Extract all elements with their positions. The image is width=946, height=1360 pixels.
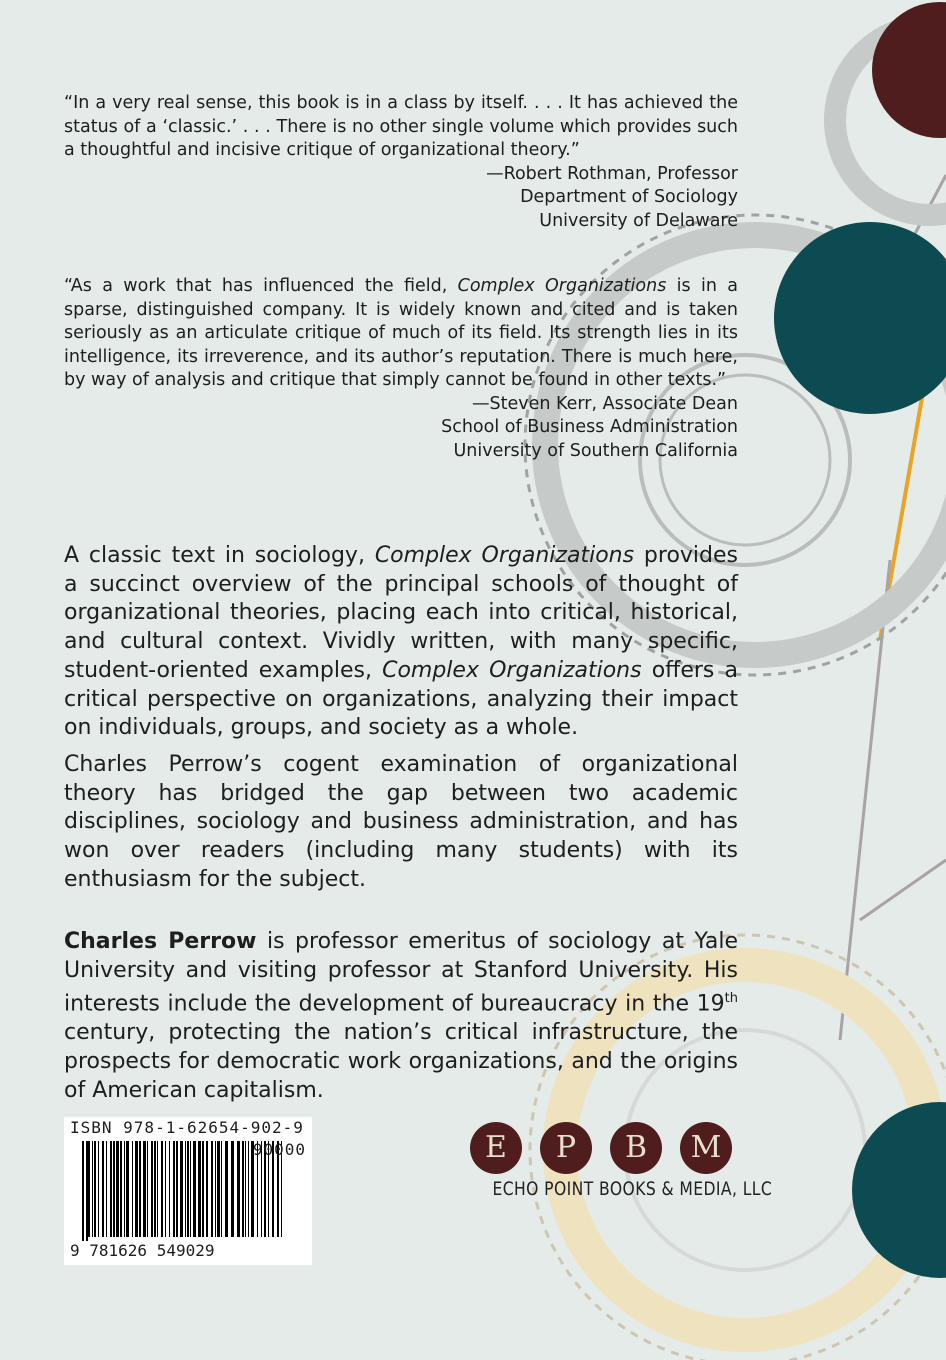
barcode-bar [139, 1141, 141, 1237]
quote-text-part: is in a sparse, distinguished company. It is widely known and cited and is taken seriously as an articulate critique of much of its field. Its strength lies in its intelligence, its irreverence, and its author’s reputation. There is much here, by way of analysis and critique that simply cannot be found in other texts.” [64, 276, 738, 390]
barcode-bar [187, 1141, 189, 1237]
barcode-bar [202, 1141, 204, 1237]
attribution-line: University of Delaware [539, 210, 738, 231]
barcode-bar [132, 1141, 133, 1237]
barcode-bar [217, 1141, 220, 1237]
review-quote-1 [64, 92, 738, 233]
price-code: 90000 [252, 1140, 306, 1159]
barcode-bar [245, 1141, 246, 1237]
barcode-bar [225, 1141, 228, 1237]
logo-letter-circle: B [610, 1122, 662, 1174]
author-bio [64, 928, 738, 1106]
logo-letter-circle: E [470, 1122, 522, 1174]
barcode-bar [154, 1141, 156, 1237]
isbn-label: ISBN 978-1-62654-902-9 [70, 1118, 304, 1137]
description-paragraph-1 [64, 542, 738, 743]
logo-letter-circle: M [680, 1122, 732, 1174]
book-title: Complex Organizations [374, 543, 635, 568]
barcode-bar [185, 1141, 186, 1237]
text-part: century, protecting the nation’s critical infrastructure, the prospects for democratic work organizations, and the origins of American capitalism. [64, 1020, 738, 1103]
book-title: Complex Organizations [457, 276, 667, 296]
barcode-bar [211, 1141, 213, 1237]
barcode-bar [193, 1141, 196, 1237]
superscript: th [724, 991, 738, 1007]
barcode-bar [198, 1141, 201, 1237]
quote-text: “In a very real sense, this book is in a class by itself. . . . It has achieved the status of a ‘classic.’ . . . There is no other single volume which provides such a thoughtful and incisive critique of organizational theory.” [64, 93, 738, 160]
barcode-bar [126, 1141, 129, 1237]
barcode-bar [169, 1141, 170, 1237]
publisher-name: ECHO POINT BOOKS & MEDIA, LLC [492, 1178, 773, 1200]
logo-letter-circle: P [540, 1122, 592, 1174]
barcode-bar [215, 1141, 216, 1237]
barcode-bar [176, 1141, 178, 1237]
barcode-bar [120, 1141, 122, 1237]
barcode-bar [88, 1141, 90, 1237]
barcode-bar [82, 1141, 84, 1245]
text-part: A classic text in sociology, [64, 543, 375, 568]
attribution-line: —Steven Kerr, Associate Dean [472, 393, 738, 414]
barcode-bar [110, 1141, 112, 1237]
barcode-bar [221, 1141, 222, 1237]
barcode-bar [180, 1141, 183, 1237]
barcode-bar [248, 1141, 249, 1237]
barcode-bar [106, 1141, 107, 1237]
barcode-bar [135, 1141, 138, 1237]
barcode-digits: 9 781626 549029 [70, 1241, 215, 1260]
barcode-bar [157, 1141, 158, 1237]
publisher-logo [470, 1122, 773, 1212]
barcode-bar [113, 1141, 115, 1237]
barcode-bar [143, 1141, 146, 1237]
author-name: Charles Perrow [64, 929, 257, 954]
quote-text-part: “As a work that has influenced the field, [64, 276, 458, 296]
barcode-bar [92, 1141, 93, 1237]
attribution-line: University of Southern California [453, 440, 738, 461]
barcode-bar [98, 1141, 99, 1237]
barcode-bar [206, 1141, 208, 1237]
book-description [64, 542, 738, 894]
quote-attribution [64, 393, 738, 464]
description-paragraph-2: Charles Perrow’s cogent examination of organizational theory has bridged the gap between two academic disciplines, sociology and business administration, and has won over readers (including many students) with its enthusiasm for the subject. [64, 751, 738, 892]
quote-text [64, 275, 738, 393]
review-quote-2 [64, 275, 738, 463]
text-part: offers a critical perspective on organizations, analyzing their impact on individuals, groups, and society as a whole. [64, 657, 738, 741]
book-title: Complex Organizations [382, 657, 642, 683]
attribution-line: Department of Sociology [520, 187, 738, 207]
text-part: provides a succinct overview of the principal schools of thought of organizational theories, placing each into critical, historical, and cultural context. Vividly written, with many specific, student-oriented examples, [64, 543, 739, 683]
barcode-bar [147, 1141, 148, 1237]
isbn-barcode [64, 1117, 312, 1265]
barcode-bar [94, 1141, 96, 1237]
text-part: is professor emeritus of sociology at Yale University and visiting professor at Stanford University. His interests include the development of bureaucracy in the 19 [64, 929, 738, 1017]
barcode-bar [116, 1141, 119, 1237]
barcode-bar [151, 1141, 153, 1237]
barcode-bar [173, 1141, 175, 1237]
barcode-bar [86, 1141, 88, 1245]
barcode-bar [190, 1141, 191, 1237]
barcode-bar [237, 1141, 240, 1237]
author-bio-paragraph [64, 928, 738, 1106]
barcode-bar [124, 1141, 125, 1237]
connector-line [860, 860, 946, 920]
quote-attribution [64, 163, 738, 234]
barcode-bar [102, 1141, 104, 1237]
attribution-line: School of Business Administration [441, 417, 738, 437]
teal-circle-bottom [852, 1102, 946, 1278]
barcode-bar [242, 1141, 244, 1237]
barcode-bar [161, 1141, 163, 1237]
barcode-bar [165, 1141, 166, 1237]
attribution-line: —Robert Rothman, Professor [486, 163, 738, 184]
maroon-circle [872, 2, 946, 138]
barcode-bar [231, 1141, 234, 1237]
